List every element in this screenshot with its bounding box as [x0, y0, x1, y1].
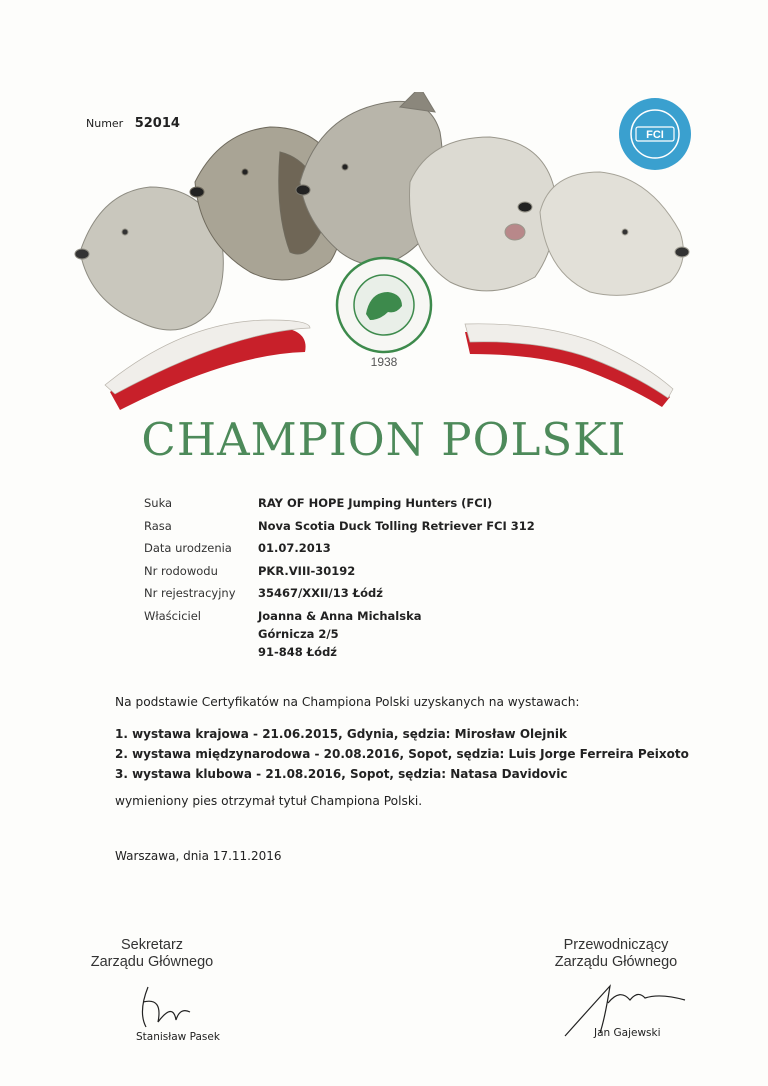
detail-label: Nr rodowodu	[144, 563, 218, 578]
detail-row	[144, 586, 535, 609]
detail-row	[144, 541, 535, 564]
show-item: 1. wystawa krajowa - 21.06.2015, Gdynia, sędzia: Mirosław Olejnik	[115, 727, 568, 741]
secretary-title-line1: Sekretarz	[120, 937, 184, 953]
chairman-title-line2: Zarządu Głównego	[554, 954, 678, 970]
detail-label: Właściciel	[144, 608, 201, 623]
owner-name: Joanna & Anna Michalska	[258, 608, 422, 623]
chairman-title-line1: Przewodniczący	[563, 937, 669, 953]
secretary-title-line2: Zarządu Głównego	[90, 954, 214, 970]
detail-row	[144, 519, 535, 542]
owner-street: Górnicza 2/5	[258, 626, 339, 641]
show-item: 2. wystawa międzynarodowa - 20.08.2016, Sopot, sędzia: Luis Jorge Ferreira Peixoto	[115, 747, 689, 761]
fci-logo	[618, 97, 692, 171]
detail-label: Suka	[144, 496, 173, 510]
chairman-title	[536, 937, 696, 971]
owner-address	[258, 609, 422, 663]
detail-row	[144, 496, 535, 519]
owner-city: 91-848 Łódź	[258, 644, 337, 659]
detail-value: Nova Scotia Duck Tolling Retriever FCI 312	[258, 518, 535, 533]
certificate-title: CHAMPION POLSKI	[141, 413, 627, 466]
show-item: 3. wystawa klubowa - 21.08.2016, Sopot, sędzia: Natasa Davidovic	[115, 767, 568, 781]
number-label: Numer	[86, 117, 124, 130]
secretary-title	[72, 937, 232, 971]
secretary-signature	[128, 982, 198, 1034]
intro-text: Na podstawie Certyfikatów na Championa Polski uzyskanych na wystawach:	[115, 695, 580, 709]
detail-label: Nr rejestracyjny	[144, 586, 236, 600]
zk-logo	[337, 258, 431, 369]
detail-value: RAY OF HOPE Jumping Hunters (FCI)	[258, 496, 493, 510]
detail-row	[144, 564, 535, 587]
dogs-illustration	[70, 92, 700, 422]
zk-year: 1938	[370, 355, 398, 369]
place-date: Warszawa, dnia 17.11.2016	[115, 849, 282, 863]
detail-label: Rasa	[144, 518, 172, 533]
detail-value: 35467/XXII/13 Łódź	[258, 586, 383, 600]
number-value: 52014	[134, 116, 180, 131]
details-list	[144, 496, 535, 663]
dog-head-4	[410, 137, 556, 291]
detail-value: PKR.VIII-30192	[258, 563, 356, 578]
result-text: wymieniony pies otrzymał tytuł Championa Polski.	[115, 794, 423, 808]
chairman-name: Jan Gajewski	[594, 1027, 661, 1039]
shows-list	[115, 724, 689, 784]
detail-value: 01.07.2013	[258, 541, 331, 555]
detail-row	[144, 609, 535, 663]
secretary-name: Stanisław Pasek	[136, 1031, 220, 1043]
detail-label: Data urodzenia	[144, 541, 232, 555]
fci-center-text: FCI	[646, 129, 664, 141]
dog-head-5	[540, 172, 689, 295]
